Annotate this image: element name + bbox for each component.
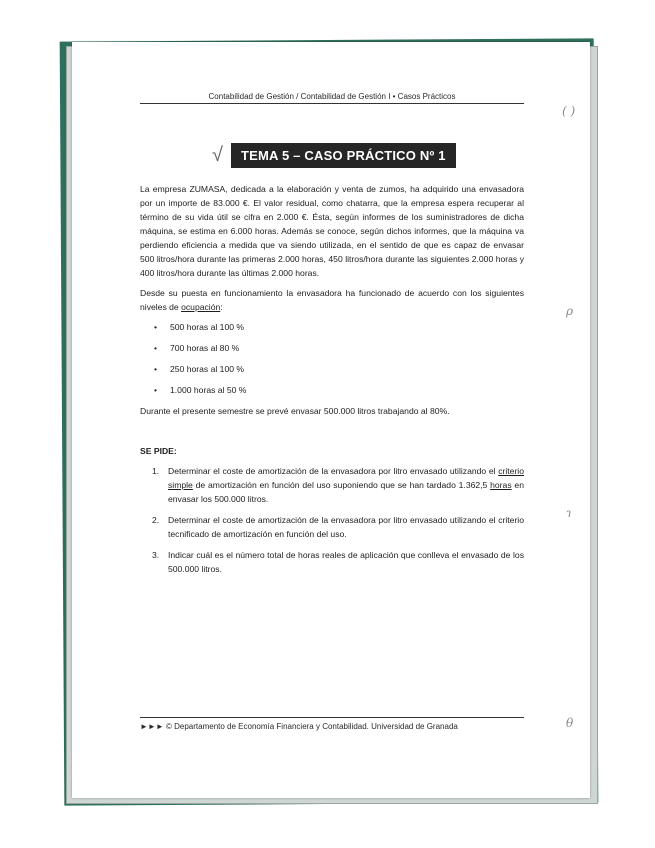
task-text: de amortización en función del uso suponiendo que se han tardado 1.362,5 xyxy=(192,480,491,490)
document-page xyxy=(72,42,590,798)
occupancy-paragraph xyxy=(140,286,524,314)
running-header: Contabilidad de Gestión / Contabilidad de Gestión I • Casos Prácticos xyxy=(140,92,524,104)
task-item-3 xyxy=(152,548,524,576)
page-title: TEMA 5 – CASO PRÁCTICO Nº 1 xyxy=(231,143,456,168)
task-text: en envasar los 500.000 litros. xyxy=(168,480,524,504)
task-text: Indicar cuál es el número total de horas reales de aplicación que conlleva el envasado de los 500.000 litros. xyxy=(168,550,524,574)
margin-annotation: θ xyxy=(566,716,574,730)
margin-annotation: ɿ xyxy=(566,506,572,520)
task-text: Determinar el coste de amortización de la envasadora por litro envasado utilizando el criterio tecnificado de amortización en función del uso. xyxy=(168,515,524,539)
intro-paragraph: La empresa ZUMASA, dedicada a la elaboración y venta de zumos, ha adquirido una envasadora por un importe de 83.000 €. El valor residual, como chatarra, que la empresa espera recuperar al término de su vida útil se cifra en 2.000 €. Ésta, según informes de los suministradores de dicha máquina, se estima en 6.000 horas. Además se conoce, según dichos informes, que la máquina va perdiendo eficiencia a medida que va siendo utilizada, en el sentido de que es capaz de envasar 500 litros/hora durante las primeras 2.000 horas, 450 litros/hora durante las siguientes 2.000 horas y 400 litros/hora durante las últimas 2.000 horas. xyxy=(140,184,524,278)
main-content xyxy=(140,182,524,583)
occupancy-text: Desde su puesta en funcionamiento la envasadora ha funcionado de acuerdo con los siguientes niveles de xyxy=(140,288,524,312)
forecast-paragraph: Durante el presente semestre se prevé envasar 500.000 litros trabajando al 80%. xyxy=(140,406,450,416)
task-text: Determinar el coste de amortización de la envasadora por litro envasado utilizando el xyxy=(168,466,499,476)
task-number: 1. xyxy=(152,466,160,476)
list-item: • 700 horas al 80 % xyxy=(152,341,524,355)
task-item-1 xyxy=(152,464,524,506)
occupancy-colon: : xyxy=(220,302,223,312)
handwritten-check-mark: √ xyxy=(212,144,223,166)
list-item: • 250 horas al 100 % xyxy=(152,362,524,376)
tasks-list xyxy=(140,464,524,576)
tasks-heading: SE PIDE: xyxy=(140,446,177,456)
footer-text: © Departamento de Economía Financiera y Contabilidad. Universidad de Granada xyxy=(166,722,458,731)
arrows-icon: ►►► xyxy=(140,722,164,731)
list-item: • 1.000 horas al 50 % xyxy=(152,383,524,397)
margin-annotation: ρ xyxy=(566,304,574,318)
task-number: 2. xyxy=(152,515,160,525)
task-underlined-phrase: criterio simple xyxy=(168,466,524,490)
occupancy-underlined-word: ocupación xyxy=(181,302,221,312)
task-number: 3. xyxy=(152,550,160,560)
page-footer xyxy=(140,717,524,731)
list-item: • 500 horas al 100 % xyxy=(152,320,524,334)
task-underlined-word: horas xyxy=(490,480,512,490)
task-item-2 xyxy=(152,513,524,541)
margin-annotation: ( ) xyxy=(562,104,576,118)
title-block xyxy=(212,142,456,168)
occupancy-list xyxy=(140,320,524,397)
